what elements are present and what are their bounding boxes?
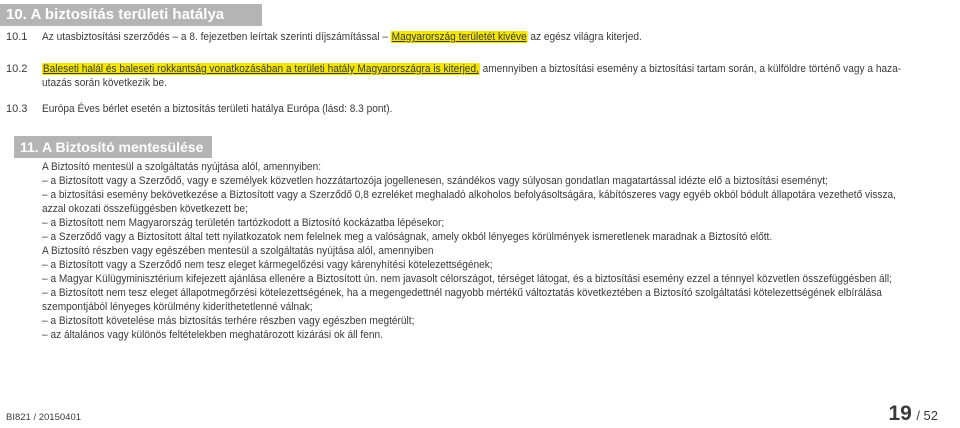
section-11-line: – az általános vagy különös feltételekben meghatározott kizárási ok áll fenn.	[42, 329, 383, 341]
document-code: BI821 / 20150401	[6, 412, 82, 423]
page-number	[889, 402, 939, 426]
highlighted-phrase: Baleseti halál és baleseti rokkantság vonatkozásában a területi hatály Magyarországra is kiterjed,	[42, 63, 479, 75]
total-pages: / 52	[916, 408, 938, 423]
section-11-line: A Biztosító mentesül a szolgáltatás nyújtása alól, amennyiben:	[42, 161, 322, 173]
item-number: 10.2	[6, 63, 28, 75]
section-11-line: – a Biztosított követelése más biztosítás terhére részben vagy egészben megtérült;	[42, 315, 415, 327]
section-11-heading: 11. A Biztosító mentesülése	[14, 136, 212, 158]
section-11-line: – a Biztosított vagy a Szerződő nem tesz eleget kármegelőzési vagy kárenyhítési kötelezettségének;	[42, 259, 493, 271]
section-11-line: – a Biztosított nem tesz eleget állapotmegőrzési kötelezettségének, ha a megengedettnél nagyobb mértékű változtatás következtében a Biztosító szolgáltatási kötelezettségének elbírálása	[42, 287, 882, 299]
section-11-line: A Biztosító részben vagy egészében mentesül a szolgáltatás nyújtása alól, amennyiben	[42, 245, 434, 257]
item-text-part: az egész világra kiterjed.	[527, 31, 642, 43]
current-page: 19	[888, 402, 912, 425]
item-text-part: Az utasbiztosítási szerződés – a 8. fejezetben leírtak szerinti díjszámítással –	[42, 31, 391, 43]
item-10-1-text	[42, 30, 642, 44]
section-11-line: – a Magyar Külügyminisztérium kifejezett ajánlása ellenére a Biztosított ún. nem javasolt célországot, térséget látogat, és a biztosítási esemény ezzel a ténnyel közvetlen összefüggésben áll;	[42, 273, 892, 285]
section-11-line: – a biztosítási esemény bekövetkezése a Biztosított vagy a Szerződő 0,8 ezreléket meghaladó alkoholos befolyásoltságára, kábítószeres vagy egyéb okból bódult állapotára vezethető vissza,	[42, 189, 896, 201]
section-10-heading: 10. A biztosítás területi hatálya	[0, 4, 262, 26]
item-number: 10.3	[6, 103, 28, 115]
section-11-line: szempontjából lényeges körülmény kideríthetetlenné válnak;	[42, 301, 313, 313]
item-text-part: amennyiben a biztosítási esemény a biztosítási tartam során, a külföldre történő vagy a haza-	[479, 63, 902, 75]
item-10-3-text: Európa Éves bérlet esetén a biztosítás területi hatálya Európa (lásd: 8.3 pont).	[42, 103, 393, 115]
section-11-line: – a Biztosított vagy a Szerződő, vagy e személyek közvetlen hozzátartozója jogellenesen, szándékos vagy súlyosan gondatlan magatartással idézte elő a biztosítási eseményt;	[42, 175, 828, 187]
section-11-line: – a Szerződő vagy a Biztosított által tett nyilatkozatok nem felelnek meg a valóságnak, amely okból lényeges körülmények ismeretlenek maradnak a Biztosító előtt.	[42, 231, 773, 243]
item-10-2-continuation: utazás során következik be.	[42, 77, 167, 89]
item-10-2-text	[42, 62, 901, 76]
item-number: 10.1	[6, 31, 28, 43]
section-11-line: – a Biztosított nem Magyarország területén tartózkodott a Biztosító kockázatba lépésekor;	[42, 217, 445, 229]
section-11-line: azzal okozati összefüggésben következett be;	[42, 203, 248, 215]
highlighted-phrase: Magyarország területét kivéve	[391, 31, 527, 43]
